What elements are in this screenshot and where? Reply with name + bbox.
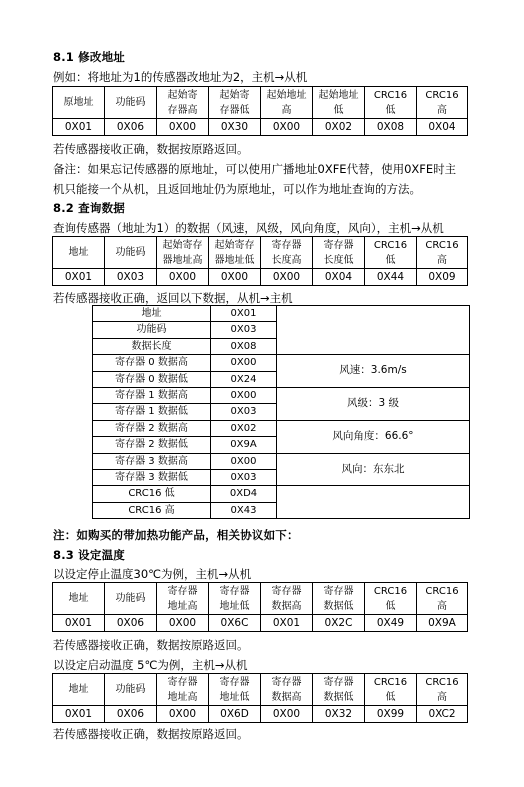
header-cell [313,674,365,706]
table-row [53,269,468,286]
field-value-cell: 0X9A [211,437,277,453]
section-8-3-after-stop: 若传感器接收正确，数据按原路返回。 [53,638,249,652]
field-name-cell: 地址 [93,306,211,322]
header-cell-text: CRC16 [373,89,408,101]
value-cell: 0X00 [157,706,209,723]
section-8-3-after-start: 若传感器接收正确，数据按原路返回。 [53,727,249,741]
header-cell-text: 寄存器 [271,585,302,597]
header-cell-text: 寄存器 [323,239,354,251]
header-cell-text: CRC16 [425,89,459,101]
header-cell-text: 低 [333,104,344,116]
header-cell [313,583,365,615]
section-8-1-note-line1: 备注：如果忘记传感器的原地址，可以使用广播地址0XFE代替，使用0XFE时主 [53,162,457,176]
field-name-cell: 寄存器 0 数据高 [93,355,211,371]
value-cell: 0X06 [105,706,157,723]
field-value-cell: 0X24 [211,371,277,387]
header-cell [105,87,157,119]
value-cell: 0X04 [313,269,365,286]
value-cell: 0X00 [261,119,313,136]
value-cell: 0X06 [105,119,157,136]
field-name-cell: 寄存器 3 数据高 [93,453,211,469]
header-cell-text: 长度低 [323,254,354,266]
blank-note-cell [277,306,470,355]
header-cell-text: CRC16 [373,239,408,251]
header-cell-text: CRC16 [425,239,459,251]
decoded-value-cell: 风向角度：66.6° [277,420,470,453]
header-cell [261,674,313,706]
value-cell: 0XC2 [417,706,468,723]
header-cell [417,237,468,269]
header-cell-text: 寄存器 [167,676,198,688]
table-header-row [53,674,468,706]
header-cell-text: 数据低 [323,691,354,703]
section-8-3-heading: 8.3 设定温度 [53,548,125,562]
header-cell-text: 地址 [68,684,89,695]
field-name-cell: CRC16 低 [93,486,211,502]
header-cell-text: 高 [281,104,292,116]
value-cell: 0X30 [209,119,261,136]
header-cell-text: 低 [385,104,396,116]
header-cell-text: 地址 [68,593,89,604]
section-8-3-intro-stop: 以设定停止温度30℃为例，主机→从机 [53,567,252,581]
set-stop-temperature-table [52,582,468,632]
header-cell-text: 存器高 [167,104,198,116]
header-cell-text: CRC16 [373,585,408,597]
value-cell: 0X6C [209,615,261,632]
query-data-table [52,236,468,286]
field-value-cell: 0X43 [211,502,277,518]
header-cell [53,237,105,269]
section-8-1-note-line2: 机只能接一个从机，且返回地址仍为原地址，可以作为地址查询的方法。 [53,182,421,196]
header-cell-text: 数据低 [323,600,354,612]
table-row [93,306,470,322]
field-value-cell: 0X00 [211,355,277,371]
header-cell [313,87,365,119]
decoded-value-cell: 风向：东东北 [277,453,470,486]
header-cell [157,583,209,615]
field-name-cell: CRC16 高 [93,502,211,518]
header-cell [209,87,261,119]
table-row [53,119,468,136]
value-cell: 0X2C [313,615,365,632]
table-header-row [53,237,468,269]
value-cell: 0X01 [53,119,105,136]
section-8-1-heading: 8.1 修改地址 [53,50,125,64]
value-cell: 0X01 [261,615,313,632]
heater-note: 注：如购买的带加热功能产品，相关协议如下： [53,528,299,542]
field-name-cell: 寄存器 3 数据低 [93,470,211,486]
field-value-cell: 0X02 [211,420,277,436]
header-cell-text: 长度高 [271,254,302,266]
header-cell-text: 寄存器 [271,676,302,688]
value-cell: 0X99 [365,706,417,723]
field-value-cell: 0X03 [211,404,277,420]
header-cell-text: 寄存器 [219,585,250,597]
header-cell-text: 寄存器 [323,676,354,688]
section-8-2-heading: 8.2 查询数据 [53,201,125,215]
value-cell: 0X6D [209,706,261,723]
section-8-3-intro-start: 以设定启动温度 5℃为例，主机→从机 [53,658,248,672]
header-cell-text: 低 [385,600,396,612]
header-cell-text: 起始寄 [167,89,198,101]
header-cell [105,674,157,706]
header-cell-text: 原地址 [63,97,94,108]
value-cell: 0X01 [53,706,105,723]
value-cell: 0X02 [313,119,365,136]
table-row [93,388,470,404]
header-cell-text: 功能码 [115,247,146,258]
table-row [93,355,470,371]
field-name-cell: 寄存器 0 数据低 [93,371,211,387]
table-row [93,420,470,436]
value-cell: 0X00 [157,615,209,632]
value-cell: 0X00 [157,269,209,286]
header-cell [417,674,468,706]
header-cell [261,583,313,615]
header-cell-text: 寄存器 [219,676,250,688]
header-cell-text: 起始地址 [318,89,359,101]
header-cell-text: 高 [437,600,447,612]
header-cell [157,674,209,706]
header-cell [365,87,417,119]
field-value-cell: 0X08 [211,338,277,354]
header-cell-text: 起始地址 [266,89,307,101]
value-cell: 0X03 [105,269,157,286]
field-name-cell: 功能码 [93,322,211,338]
header-cell-text: 地址低 [219,600,250,612]
header-cell [157,87,209,119]
header-cell [209,674,261,706]
header-cell-text: 功能码 [115,97,146,108]
table-header-row [53,87,468,119]
header-cell [365,674,417,706]
response-data-table [92,305,470,519]
value-cell: 0X06 [105,615,157,632]
header-cell-text: 器地址低 [214,254,255,266]
value-cell: 0X08 [365,119,417,136]
value-cell: 0X9A [417,615,468,632]
header-cell-text: 地址高 [167,691,198,703]
value-cell: 0X49 [365,615,417,632]
header-cell-text: 地址 [68,247,89,258]
header-cell-text: 低 [385,254,396,266]
header-cell [105,237,157,269]
header-cell-text: 寄存器 [167,585,198,597]
header-cell [105,583,157,615]
header-cell [313,237,365,269]
header-cell [209,237,261,269]
value-cell: 0X00 [157,119,209,136]
header-cell [417,87,468,119]
set-start-temperature-table [52,673,468,723]
value-cell: 0X44 [365,269,417,286]
header-cell-text: 功能码 [115,684,146,695]
field-name-cell: 寄存器 1 数据低 [93,404,211,420]
header-cell-text: 寄存器 [271,239,302,251]
header-cell-text: 高 [437,104,447,116]
header-cell-text: 器地址高 [162,254,203,266]
value-cell: 0X32 [313,706,365,723]
field-value-cell: 0XD4 [211,486,277,502]
decoded-value-cell: 风级：3 级 [277,388,470,421]
table-header-row [53,583,468,615]
field-name-cell: 数据长度 [93,338,211,354]
field-value-cell: 0X03 [211,322,277,338]
value-cell: 0X00 [209,269,261,286]
field-value-cell: 0X01 [211,306,277,322]
section-8-1-intro: 例如：将地址为1的传感器改地址为2，主机→从机 [53,70,308,84]
header-cell-text: 数据高 [271,600,302,612]
header-cell-text: CRC16 [373,676,408,688]
table-row [53,615,468,632]
header-cell-text: 起始寄存 [162,239,203,251]
blank-note-cell [277,486,470,519]
header-cell-text: 地址低 [219,691,250,703]
change-address-table [52,86,468,136]
header-cell [53,674,105,706]
value-cell: 0X00 [261,269,313,286]
header-cell-text: 高 [437,254,447,266]
field-value-cell: 0X00 [211,453,277,469]
header-cell [365,237,417,269]
value-cell: 0X04 [417,119,468,136]
header-cell [53,87,105,119]
header-cell [261,87,313,119]
value-cell: 0X01 [53,615,105,632]
table-row [93,486,470,502]
header-cell [417,583,468,615]
value-cell: 0X01 [53,269,105,286]
header-cell [261,237,313,269]
table-row [53,706,468,723]
header-cell [53,583,105,615]
field-name-cell: 寄存器 1 数据高 [93,388,211,404]
header-cell-text: 存器低 [219,104,250,116]
decoded-value-cell: 风速：3.6m/s [277,355,470,388]
value-cell: 0X00 [261,706,313,723]
header-cell [157,237,209,269]
field-name-cell: 寄存器 2 数据高 [93,420,211,436]
section-8-1-after: 若传感器接收正确，数据按原路返回。 [53,142,249,156]
header-cell-text: 起始寄存 [214,239,255,251]
header-cell [365,583,417,615]
header-cell-text: 功能码 [115,593,146,604]
field-name-cell: 寄存器 2 数据低 [93,437,211,453]
header-cell-text: CRC16 [425,585,459,597]
header-cell-text: 地址高 [167,600,198,612]
header-cell-text: CRC16 [425,676,459,688]
table-row [93,453,470,469]
field-value-cell: 0X00 [211,388,277,404]
header-cell-text: 数据高 [271,691,302,703]
header-cell-text: 低 [385,691,396,703]
section-8-2-after: 若传感器接收正确，返回以下数据，从机→主机 [53,291,293,305]
value-cell: 0X09 [417,269,468,286]
header-cell-text: 高 [437,691,447,703]
header-cell [209,583,261,615]
section-8-2-intro: 查询传感器（地址为1）的数据（风速，风级，风向角度，风向），主机→从机 [53,221,444,235]
header-cell-text: 寄存器 [323,585,354,597]
header-cell-text: 起始寄 [219,89,250,101]
field-value-cell: 0X03 [211,470,277,486]
